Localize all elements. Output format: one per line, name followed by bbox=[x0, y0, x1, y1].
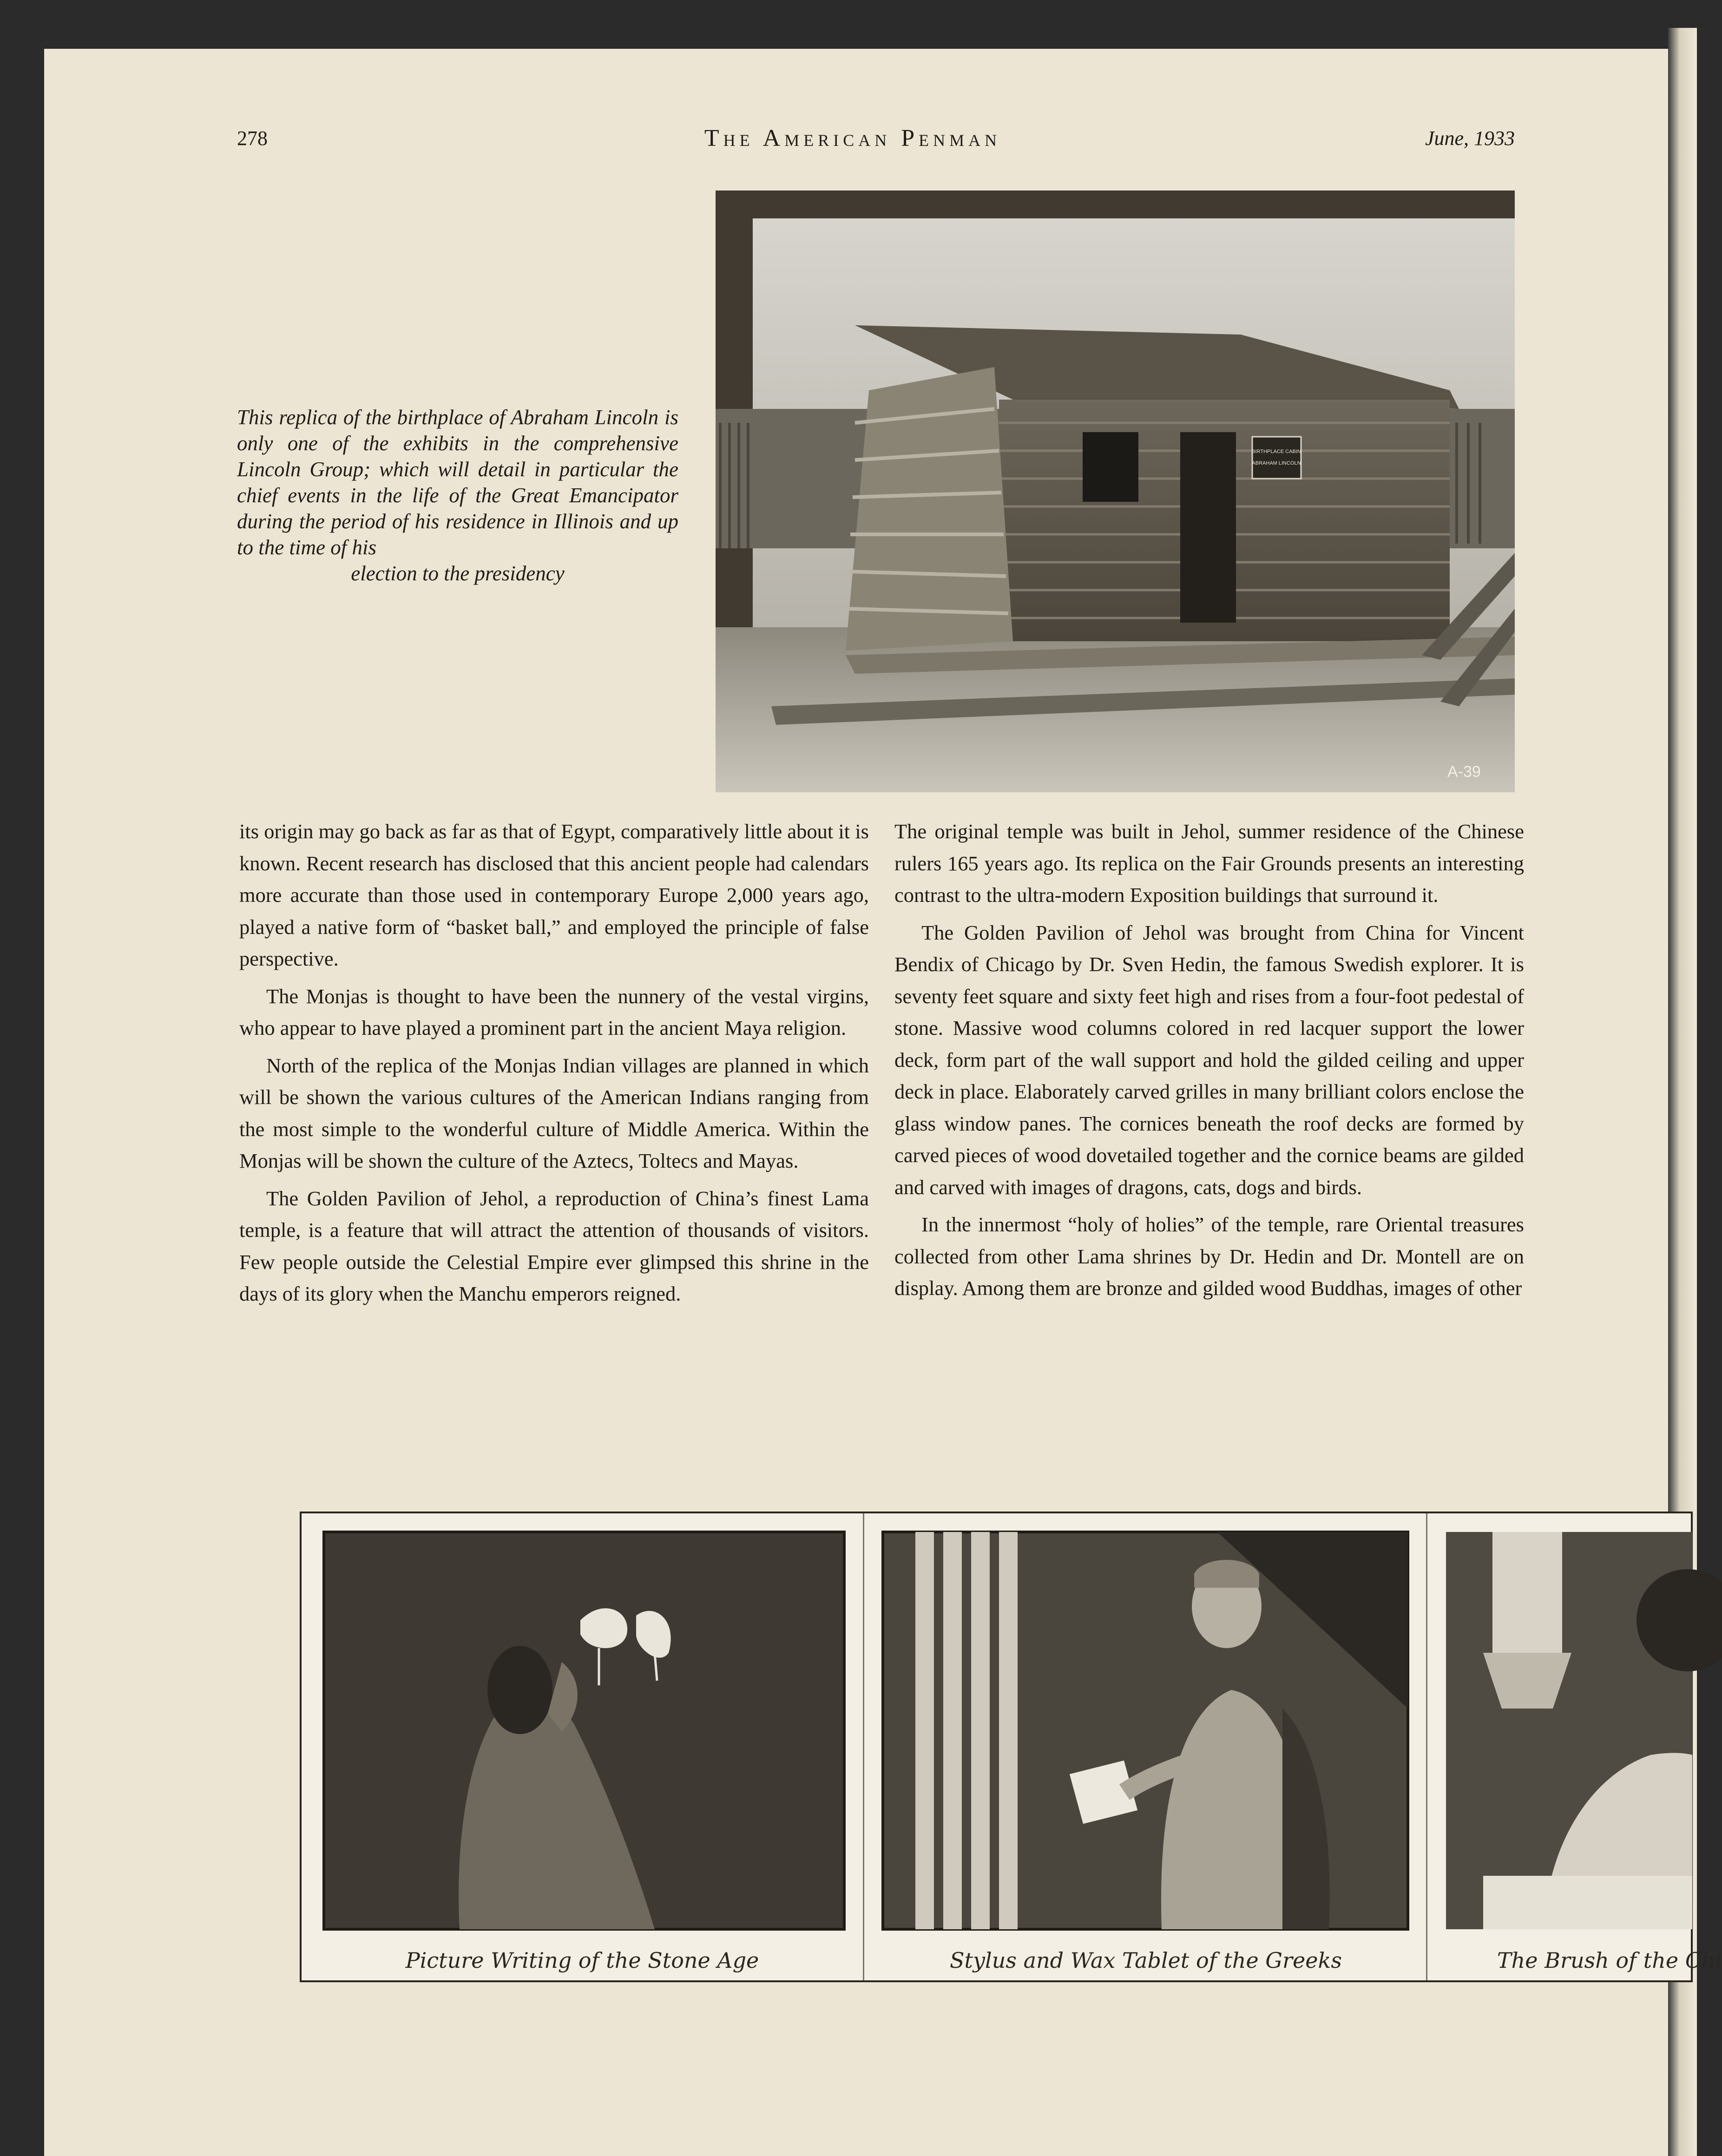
left-paragraph-1: its origin may go back as far as that of Egypt, comparatively little about it is known. Recent research has disclosed that this ancient people had calendars more accurate than those used in contemporary Europe 2,000 years ago, played a native form of “basket ball,” and employed the principle of false perspective. bbox=[239, 820, 869, 970]
cabin-illustration bbox=[716, 191, 1515, 792]
right-column bbox=[894, 815, 1524, 1310]
greek-panel bbox=[863, 1513, 1427, 1980]
chinese-caption: The Brush of the Chi bbox=[1497, 1948, 1722, 1973]
right-paragraph-2: The Golden Pavilion of Jehol was brought from China for Vincent Bendix of Chicago by Dr. Sven Hedin, the famous Swedish explorer. It is seventy feet square and sixty feet high and rises from a four-foot pedestal of stone. Massive wood columns colored in red lacquer support the lower deck, form part of the wall support and hold the gilded ceiling and upper deck in place. Elaborately carved grilles in many brilliant colors enclose the glass window panes. The cornices beneath the roof decks are formed by carved pieces of wood dovetailed together and the cornice beams are gilded and carved with images of dragons, cats, dogs and birds. bbox=[894, 920, 1524, 1199]
left-paragraph-2: The Monjas is thought to have been the nunnery of the vestal virgins, who appear to have played a prominent part in the ancient Maya religion. bbox=[239, 984, 869, 1039]
chinese-illustration bbox=[1427, 1513, 1692, 1980]
lincoln-cabin-photo bbox=[716, 191, 1515, 792]
writing-history-strip bbox=[300, 1512, 1722, 1982]
svg-text:ABRAHAM LINCOLN: ABRAHAM LINCOLN bbox=[1252, 460, 1301, 466]
caption-text: This replica of the birthplace of Abraham Lincoln is only one of the exhibits in the comprehensive Lincoln Group; which will detail in particular the chief events in the life of the Great Emancipator during the period of his residence in Illinois and up to the time of his bbox=[237, 406, 678, 559]
greek-caption: Stylus and Wax Tablet of the Greeks bbox=[950, 1948, 1342, 1973]
plate-label: A-39 bbox=[1447, 763, 1481, 781]
right-paragraph-1: The original temple was built in Jehol, summer residence of the Chinese rulers 165 years ago. Its replica on the Fair Grounds presents an interesting contrast to the ultra-modern Exposition buildings that surround it. bbox=[894, 820, 1524, 907]
left-column bbox=[239, 815, 869, 1315]
left-paragraph-3: North of the replica of the Monjas Indian villages are planned in which will be shown the various cultures of the American Indians ranging from the most simple to the wonderful culture of Middle America. Within the Monjas will be shown the culture of the Aztecs, Toltecs and Mayas. bbox=[239, 1053, 869, 1172]
chinese-panel bbox=[1426, 1513, 1722, 1980]
page-number: 278 bbox=[237, 127, 268, 150]
journal-title: The American Penman bbox=[704, 125, 1001, 151]
stone-age-panel bbox=[302, 1513, 863, 1980]
stone-age-illustration bbox=[302, 1513, 863, 1980]
greek-illustration bbox=[864, 1513, 1427, 1980]
left-paragraph-4: The Golden Pavilion of Jehol, a reproduction of China’s finest Lama temple, is a feature that will attract the attention of thousands of visitors. Few people outside the Celestial Empire ever glimpsed this shrine in the days of its glory when the Manchu emperors reigned. bbox=[239, 1186, 869, 1305]
stone-age-caption: Picture Writing of the Stone Age bbox=[405, 1948, 759, 1973]
running-header bbox=[191, 126, 1515, 159]
cabin-sign-text: BIRTHPLACE CABIN bbox=[1252, 449, 1301, 454]
caption-last-line: election to the presidency bbox=[351, 562, 565, 585]
photo-caption bbox=[237, 404, 678, 586]
issue-date: June, 1933 bbox=[1425, 127, 1515, 150]
right-paragraph-3: In the innermost “holy of holies” of the temple, rare Oriental treasures collected from other Lama shrines by Dr. Hedin and Dr. Montell are on display. Among them are bronze and gilded wood Buddhas, images of other bbox=[894, 1213, 1524, 1300]
